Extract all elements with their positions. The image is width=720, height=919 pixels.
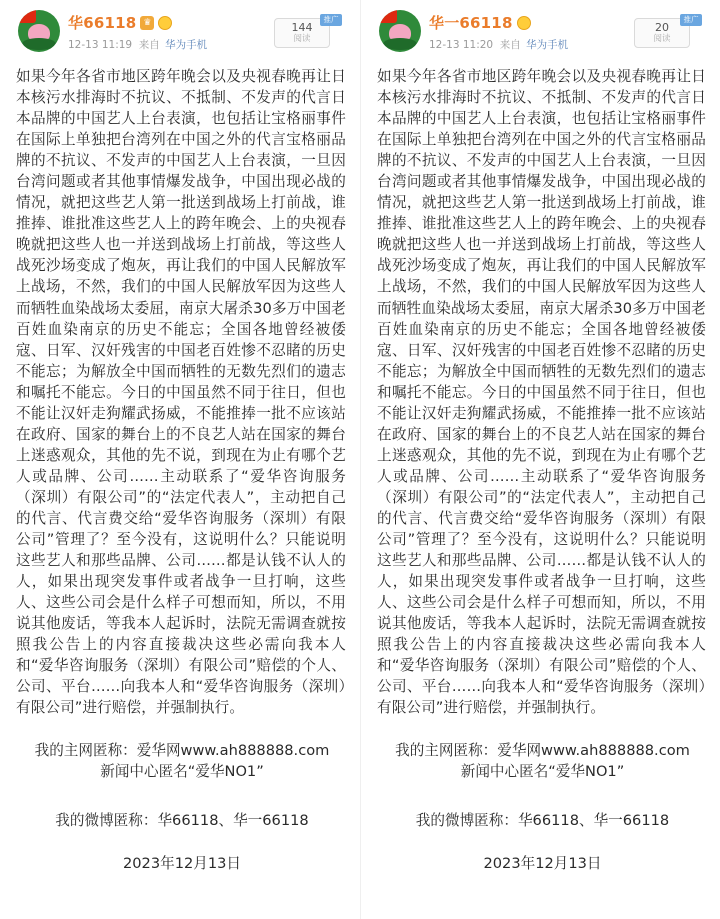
post-signature [377, 740, 708, 874]
leaf-icon [383, 38, 417, 50]
username[interactable]: 华66118 [68, 14, 137, 32]
promo-button[interactable]: 推广 [320, 14, 342, 26]
news-line: 新闻中心匿名“爱华NO1” [460, 763, 625, 781]
vip-crown-icon: ♛ [140, 16, 154, 30]
username-row [68, 12, 172, 33]
post-date: 12-13 11:19 [68, 39, 133, 51]
views-count: 144 [291, 21, 313, 34]
flag-icon [379, 10, 397, 23]
source-device[interactable]: 华为手机 [165, 39, 208, 51]
flag-icon [18, 10, 36, 23]
sign-date: 2023年12月13日 [483, 855, 602, 873]
views-count: 20 [655, 21, 669, 34]
source-device[interactable]: 华为手机 [526, 39, 569, 51]
views-label: 阅读 [293, 34, 311, 44]
weibo-line: 我的微博匿称：华66118、华一66118 [55, 812, 309, 830]
site-line: 我的主网匿称：爱华网www.ah888888.com [34, 742, 330, 760]
promo-button[interactable]: 推广 [680, 14, 702, 26]
leaf-icon [22, 38, 56, 50]
post-signature [16, 740, 348, 874]
emoji-face-icon [517, 16, 531, 30]
weibo-line: 我的微博匿称：华66118、华一66118 [415, 812, 670, 830]
post-meta [68, 37, 207, 52]
avatar[interactable] [379, 10, 421, 52]
avatar[interactable] [18, 10, 60, 52]
post-body: 如果今年各省市地区跨年晚会以及央视春晚再让日本核污水排海时不抗议、不抵制、不发声的代言日本品牌的中国艺人上台表演，也包括让宝格丽事件在国际上单独把台湾列在中国之外的代言宝格丽品牌的不抗议、不发声的中国艺人上台表演，一旦因台湾问题或者其他事情爆发战争，中国出现必战的情况，就把这些艺人第一批送到战场上打前战，谁推捧、谁批准这些艺人上的跨年晚会、上的央视春晚就把这些人也一并送到战场上打前战，等这些人战死沙场变成了炮灰，再让我们的中国人民解放军上战场，不然，我们的中国人民解放军因为这些人而牺牲血染战场太委屈，南京大屠杀30多万中国老百姓血染南京的历史不能忘；全国各地曾经被倭寇、日军、汉奸残害的中国老百姓惨不忍睹的历史不能忘；为解放全中国而牺牲的无数先烈们的遗志和嘱托不能忘。今日的中国虽然不同于往日，但也不能让汉奸走狗耀武扬威，不能推捧一批不应该站在政府、国家的舞台上的不良艺人站在国家的舞台上迷惑观众，其他的先不说，到现在为止有哪个艺人或品牌、公司……主动联系了“爱华咨询服务（深圳）有限公司”的“法定代表人”，主动把自己的代言、代言费交给“爱华咨询服务（深圳）有限公司”管理了？至今没有，这说明什么？只能说明这些艺人和那些品牌、公司……都是认钱不认人的人，如果出现突发事件或者战争一旦打响，这些人、这些公司会是什么样子可想而知，所以，不用说其他废话，等我本人起诉时，法院无需调查就按照我公告上的内容直接裁决这些必需向我本人和“爱华咨询服务（深圳）有限公司”赔偿的个人、公司、平台……向我本人和“爱华咨询服务（深圳）有限公司”进行赔偿，并强制执行。 [377, 68, 706, 717]
post-meta [429, 37, 568, 52]
post-header [377, 0, 708, 62]
username-row [429, 12, 531, 33]
username[interactable]: 华一66118 [429, 14, 513, 32]
source-prefix: 来自 [499, 39, 521, 51]
post-header [16, 0, 348, 62]
site-line: 我的主网匿称：爱华网www.ah888888.com [395, 742, 690, 760]
post-body: 如果今年各省市地区跨年晚会以及央视春晚再让日本核污水排海时不抗议、不抵制、不发声的代言日本品牌的中国艺人上台表演，也包括让宝格丽事件在国际上单独把台湾列在中国之外的代言宝格丽品牌的不抗议、不发声的中国艺人上台表演，一旦因台湾问题或者其他事情爆发战争，中国出现必战的情况，就把这些艺人第一批送到战场上打前战，谁推捧、谁批准这些艺人上的跨年晚会、上的央视春晚就把这些人也一并送到战场上打前战，等这些人战死沙场变成了炮灰，再让我们的中国人民解放军上战场，不然，我们的中国人民解放军因为这些人而牺牲血染战场太委屈，南京大屠杀30多万中国老百姓血染南京的历史不能忘；全国各地曾经被倭寇、日军、汉奸残害的中国老百姓惨不忍睹的历史不能忘；为解放全中国而牺牲的无数先烈们的遗志和嘱托不能忘。今日的中国虽然不同于往日，但也不能让汉奸走狗耀武扬威，不能推捧一批不应该站在政府、国家的舞台上的不良艺人站在国家的舞台上迷惑观众，其他的先不说，到现在为止有哪个艺人或品牌、公司……主动联系了“爱华咨询服务（深圳）有限公司”的“法定代表人”，主动把自己的代言、代言费交给“爱华咨询服务（深圳）有限公司”管理了？至今没有，这说明什么？只能说明这些艺人和那些品牌、公司……都是认钱不认人的人，如果出现突发事件或者战争一旦打响，这些人、这些公司会是什么样子可想而知，所以，不用说其他废话，等我本人起诉时，法院无需调查就按照我公告上的内容直接裁决这些必需向我本人和“爱华咨询服务（深圳）有限公司”赔偿的个人、公司、平台……向我本人和“爱华咨询服务（深圳）有限公司”进行赔偿，并强制执行。 [16, 68, 346, 717]
emoji-face-icon [158, 16, 172, 30]
post-card-right [360, 0, 720, 919]
news-line: 新闻中心匿名“爱华NO1” [100, 763, 264, 781]
source-prefix: 来自 [138, 39, 160, 51]
post-date: 12-13 11:20 [429, 39, 494, 51]
views-label: 阅读 [653, 34, 671, 44]
sign-date: 2023年12月13日 [122, 855, 242, 873]
